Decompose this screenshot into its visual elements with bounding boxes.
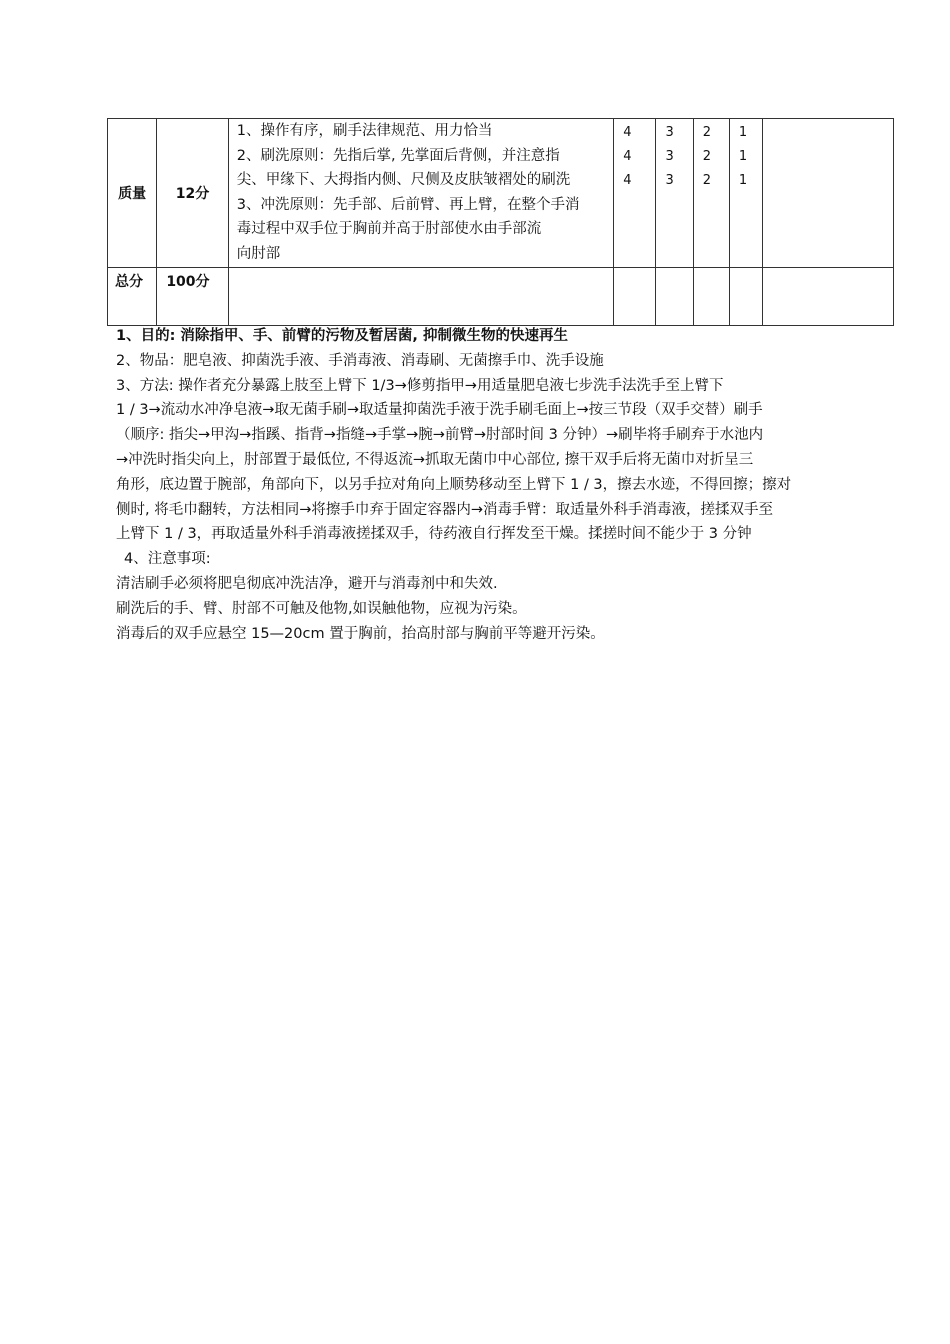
empty-cell: [656, 268, 693, 326]
requirement-line: 尖、甲缘下、大拇指内侧、尺侧及皮肤皱褶处的刷洗: [236, 172, 571, 188]
score-value: 1: [738, 173, 748, 188]
caution-line: 清洁刷手必须将肥皂彻底冲洗洁净，避开与消毒剂中和失效.: [116, 575, 498, 592]
items-line: 2、物品：肥皂液、抑菌洗手液、手消毒液、消毒刷、无菌擦手巾、洗手设施: [116, 352, 604, 369]
caution-line: 消毒后的双手应悬空 15—20cm 置于胸前，抬高肘部与胸前平等避开污染。: [116, 625, 605, 642]
remarks-cell: [763, 119, 894, 268]
score-value: 1: [738, 149, 748, 164]
requirement-line: 2、刷洗原则：先指后掌, 先掌面后背侧，并注意指: [236, 147, 560, 164]
score-value: 3: [665, 125, 674, 140]
method-line: （顺序: 指尖→甲沟→指蹊、指背→指缝→手掌→腕→前臂→肘部时间 3 分钟）→刷毕将手刷弃于水池内: [116, 427, 764, 444]
quality-row: [108, 119, 894, 268]
requirement-line: 3、冲洗原则：先手部、后前臂、再上臂，在整个手消: [236, 196, 580, 213]
requirement-line: 1、操作有序，刷手法律规范、用力恰当: [236, 123, 493, 139]
method-line: →冲洗时指尖向上，肘部置于最低位, 不得返流→抓取无菌巾中心部位, 擦干双手后将无菌巾对折呈三: [116, 451, 754, 468]
score-value: 3: [665, 173, 674, 188]
score-value: 2: [702, 173, 711, 188]
empty-cell: [763, 268, 894, 326]
requirement-line: 向肘部: [236, 245, 281, 262]
category-cell: 质量: [108, 119, 157, 268]
score-value: 4: [623, 173, 632, 188]
score-value: 1: [738, 125, 748, 140]
score-col-a: [614, 119, 656, 268]
score-value: 4: [623, 149, 632, 164]
method-line: 1 / 3→流动水冲净皂液→取无菌手刷→取适量抑菌洗手液于洗手刷毛面上→按三节段（双手交替）刷手: [116, 402, 763, 419]
requirements-cell: [228, 119, 613, 268]
score-col-b: [656, 119, 693, 268]
total-row: [108, 268, 894, 326]
score-value: 4: [623, 125, 632, 140]
empty-cell: [228, 268, 613, 326]
score-col-d: [729, 119, 762, 268]
method-line: 角形，底边置于腕部，角部向下，以另手拉对角向上顺势移动至上臂下 1 / 3，擦去水迹，不得回擦；擦对: [116, 476, 792, 493]
empty-cell: [729, 268, 762, 326]
empty-cell: [693, 268, 729, 326]
method-line: 侧时, 将毛巾翻转，方法相同→将擦手巾弃于固定容器内→消毒手臂：取适量外科手消毒液，搓揉双手至: [116, 501, 774, 518]
purpose-line: 1、目的: 消除指甲、手、前臂的污物及暂居菌, 抑制微生物的快速再生: [116, 328, 568, 344]
requirement-line: 毒过程中双手位于胸前并高于肘部使水由手部流: [236, 221, 542, 237]
method-line: 3、方法: 操作者充分暴露上肢至上臂下 1/3→修剪指甲→用适量肥皂液七步洗手法洗手至上臂下: [116, 377, 724, 394]
scoring-table: [107, 118, 894, 326]
score-value: 2: [702, 149, 711, 164]
notes-section: [116, 324, 861, 646]
total-label-cell: 总分: [108, 268, 157, 326]
score-value: 2: [702, 125, 711, 140]
score-value: 3: [665, 149, 674, 164]
caution-line: 刷洗后的手、臂、肘部不可触及他物,如误触他物，应视为污染。: [116, 600, 527, 617]
method-line: 上臂下 1 / 3，再取适量外科手消毒液搓揉双手，待药液自行挥发至干燥。揉搓时间不能少于 3 分钟: [116, 526, 752, 543]
points-cell: 12分: [157, 119, 228, 268]
empty-cell: [614, 268, 656, 326]
cautions-title: 4、注意事项:: [124, 551, 211, 568]
total-points-cell: 100分: [157, 268, 228, 326]
score-col-c: [693, 119, 729, 268]
